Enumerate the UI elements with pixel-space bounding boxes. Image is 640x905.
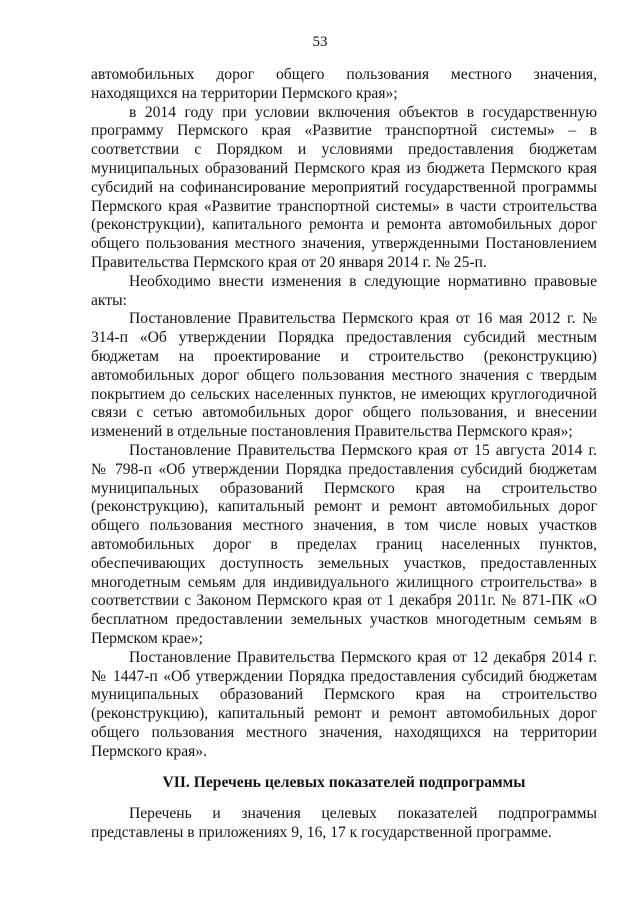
paragraph-indicators-list: Перечень и значения целевых показателей подпрограммы представлены в приложениях 9, 16, 17 к государственной программе. [91,805,597,842]
paragraph-2014-program: в 2014 году при условии включения объектов в государственную программу Пермского края «Развитие транспортной системы» – в соответствии с Порядком и условиями предоставления бюджетам муниципальных образований Пермского края из бюджета Пермского края субсидий на софинансирование мероприятий государственной программы Пермского края «Развитие транспортной системы» в части строительства (реконструкции), капитального ремонта и ремонта автомобильных дорог общего пользования местного значения, утвержденными Постановлением Правительства Пермского края от 20 января 2014 г. № 25-п. [91,103,597,271]
paragraph-amendments-needed: Необходимо внести изменения в следующие нормативно правовые акты: [91,272,597,309]
section-heading: VII. Перечень целевых показателей подпрограммы [162,774,526,792]
paragraph-resolution-1447: Постановление Правительства Пермского края от 12 декабря 2014 г. № 1447-п «Об утверждении Порядка предоставления субсидий бюджетам муниципальных образований Пермского края на строительство (реконструкцию), капитальный ремонт и ремонт автомобильных дорог общего пользования местного значения, находящихся на территории Пермского края». [91,648,597,760]
paragraph-resolution-314: Постановление Правительства Пермского края от 16 мая 2012 г. № 314-п «Об утверждении Порядка предоставления субсидий местным бюджетам на проектирование и строительство (реконструкцию) автомобильных дорог общего пользования местного значения с твердым покрытием до сельских населенных пунктов, не имеющих круглогодичной связи с сетью автомобильных дорог общего пользования, и внесении изменений в отдельные постановления Правительства Пермского края»; [91,310,597,441]
page-number: 53 [312,34,328,50]
paragraph-resolution-798: Постановление Правительства Пермского края от 15 августа 2014 г. № 798-п «Об утверждении Порядка предоставления субсидий бюджетам муниципальных образований Пермского края на строительство (реконструкцию), капитальный ремонт и ремонт автомобильных дорог общего пользования местного значения, в том числе новых участков автомобильных дорог в пределах границ населенных пунктов, обеспечивающих доступность земельных участков, предоставленных многодетным семьям для индивидуального жилищного строительства» в соответствии с Законом Пермского края от 1 декабря 2011г. № 871-ПК «О бесплатном предоставлении земельных участков многодетным семьям в Пермском крае»; [91,441,597,647]
paragraph-continuation: автомобильных дорог общего пользования местного значения, находящихся на территории Пермского края»; [91,66,597,102]
document-body [91,66,597,843]
